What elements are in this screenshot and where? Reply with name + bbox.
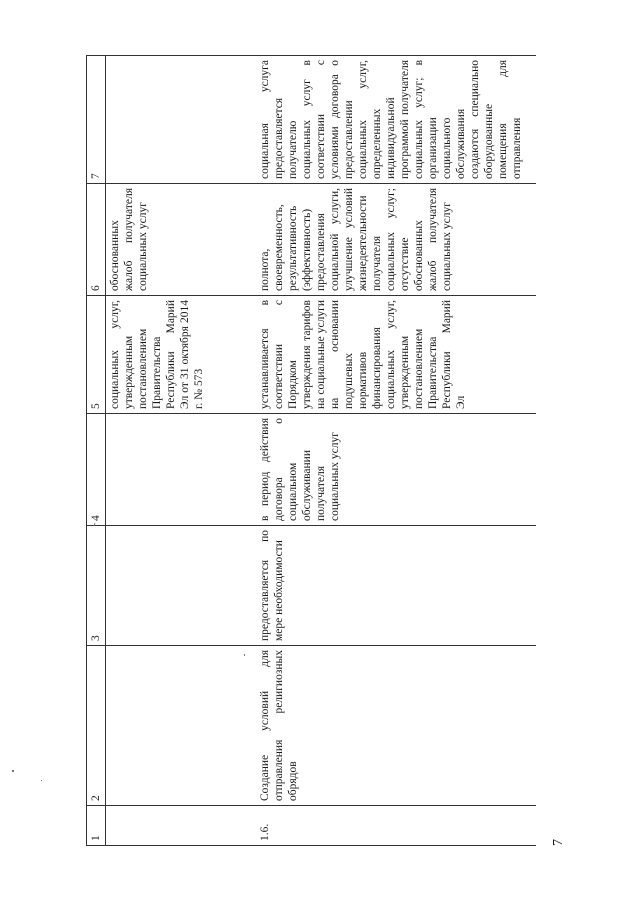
cell-frequency: предоставляется по мере необходимости: [256, 526, 536, 646]
column-header-4: 4: [87, 414, 106, 526]
column-header-3: 3: [87, 526, 106, 646]
cell-continued-3: [106, 526, 256, 646]
cell-continued-4: [106, 414, 256, 526]
page-number: 7: [551, 839, 566, 846]
scan-speck: [41, 780, 42, 781]
column-header-6: 6: [87, 184, 106, 296]
cell-continued-2: [106, 646, 256, 806]
table-row-1-6: [256, 56, 536, 846]
column-number-header-row: [87, 56, 106, 846]
cell-continued-1: [106, 806, 256, 846]
column-header-5: 5: [87, 296, 106, 414]
cell-item-number: 1.6.: [256, 806, 536, 846]
cell-service-name: Создание условий для отправления религиозных обрядов: [256, 646, 536, 806]
column-header-2: 2: [87, 646, 106, 806]
continued-row: [106, 56, 256, 846]
cell-conditions: социальная услуга предоставляется получателю социальных услуг в соответствии с условиями договора о предоставлении социальных услуг, определенных индивидуальной программой получателя социальных услуг; в организации социального обслуживания создаются специально оборудованные помещения для отправления: [256, 56, 536, 184]
cell-continued-7: [106, 56, 256, 184]
column-header-7: 7: [87, 56, 106, 184]
cell-period: в период действия договора о социальном обслуживании получателя социальных услуг: [256, 414, 536, 526]
cell-tariff: устанавливается в соответствии с Порядком утверждения тарифов на социальные услуги на основании подушевых нормативов финансирования социальных услуг, утвержденным постановлением Правительства Республики Марий Эл: [256, 296, 536, 414]
cell-quality-indicators: полнота, своевременность, результативность (эффективность) предоставления социальной услуги, улучшение условий жизнедеятельности получателя социальных услуг; отсутствие обоснованных жалоб получателя социальных услуг: [256, 184, 536, 296]
cell-continued-5: социальных услуг, утвержденным постановлением Правительства Республики Марий Эл от 31 октября 2014 г. № 573: [106, 296, 256, 414]
scan-speck: [244, 654, 245, 656]
rotated-document-page: [86, 56, 566, 846]
services-table: [86, 55, 536, 846]
cell-continued-6: обоснованных жалоб получателя социальных услуг: [106, 184, 256, 296]
column-header-1: 1: [87, 806, 106, 846]
scan-speck: [12, 770, 14, 772]
